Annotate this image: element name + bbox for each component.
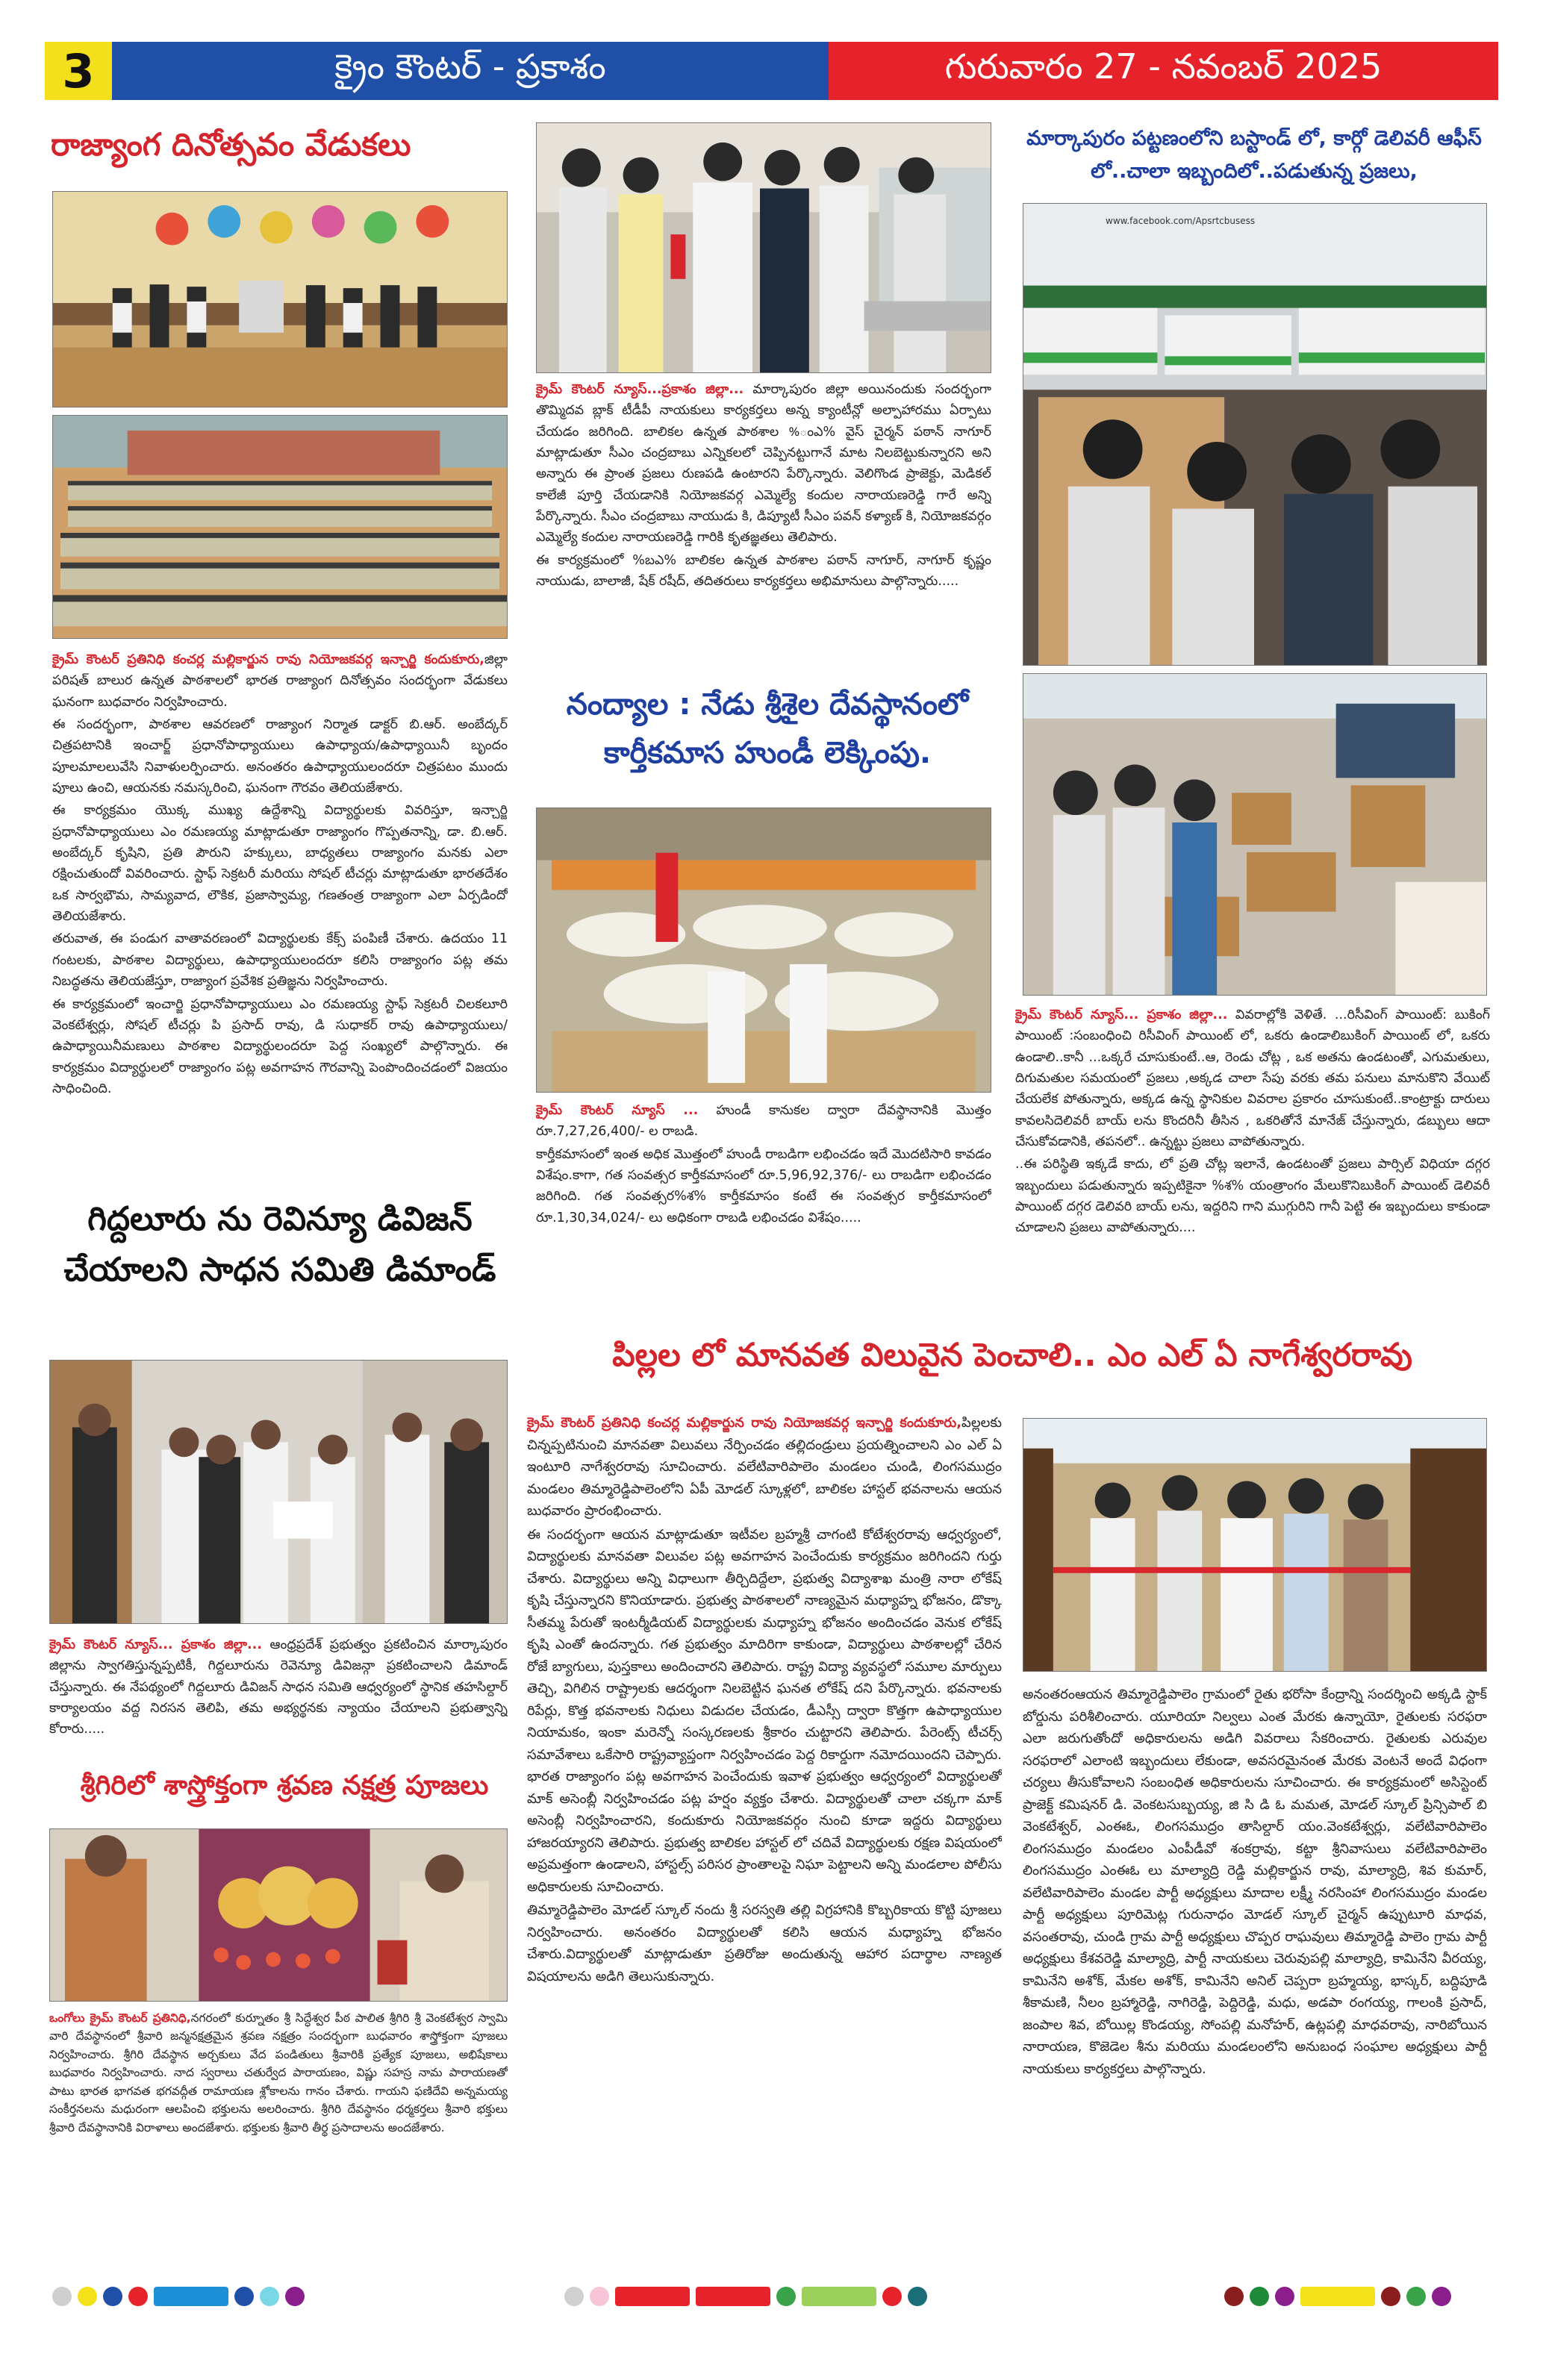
registration-mark [234,2287,254,2306]
registration-mark [590,2287,609,2306]
registration-mark [1300,2287,1375,2306]
busstand-article [1015,1005,1490,1319]
busstand-photo-buses [1023,203,1487,666]
constitution-photo-assembly [52,415,508,639]
article-paragraph: నగరంలో కుర్నూతం శ్రీ సిద్ధేశ్వర పీఠ పాలిత శ్రీగిరి శ్రీ వెంకటేశ్వర స్వామి వారి దేవస్థానంలో శ్రీవారి జన్మనక్షత్రమైన శ్రవణ నక్షత్రం సందర్భంగా బుధవారం శాస్త్రోక్తంగా పూజలు నిర్వహించారు. శ్రీగిరి దేవస్థాన అర్చకులు వేద పండితులు శ్రీవారికి ప్రత్యేక పూజలు, అభిషేకాలు బుధవారం నిర్వహించారు. నాద స్వరాలు చతుర్వేద పారాయణం, విష్ణు సహస్ర నామ పారాయణతో పాటు భారత భాగవత భగవద్గీత రామాయణ శ్లోకాలను గానం చేశారు. గాయని ఫణిదేవి అన్నమయ్య సంకీర్తనలను మధురంగా ఆలపించి భక్తులను అలరించారు. శ్రీగిరి దేవస్థానం ధర్మకర్తలు శ్రీవారి భక్తులు శ్రీవారి దేవస్థానానికి విరాళాలు అందజేశారు. భక్తులకు శ్రీవారి తీర్థ ప్రసాదాలను అందజేశారు. [49,2011,508,2134]
mla-photo [1023,1418,1487,1672]
mla-article [527,1412,1002,2263]
registration-mark [802,2287,876,2306]
registration-mark [285,2287,305,2306]
busstand-headline: మార్కాపురం పట్టణంలోని బస్టాండ్ లో, కార్గో డెలివరీ ఆఫీస్ లో..చాలా ఇబ్బందిలో..పడుతున్న ప్రజలు, [1026,127,1482,183]
registration-mark [882,2287,902,2306]
registration-mark [154,2287,228,2306]
article-paragraph: ..ఈ పరిస్థితి ఇక్కడే కాదు, లో ప్రతి చోట్ల ఇలానే, ఉండటంతో ప్రజలు పార్సిల్ విధియా దగ్గర ఇబ్బందులు పడుతున్నారు ఇప్పటికైనా %శ% యంత్రాంగం మేలుకొనిబుకింగ్ పాయింట్ డెలివరీ పాయింట్ దగ్గర డెలివరి బాయ్ లను, ఇద్దరిని గాని ముగ్గురిని గానీ పెట్టి ఈ ఇబ్బందులు కాకుండా చూడాలని ప్రజలు వాపోతున్నారు.... [1015,1157,1490,1236]
giddalur-photo [49,1360,508,1624]
article-paragraph: వివరాల్లోకి వెళితే. ...రిసీవింగ్ పాయింట్: బుకింగ్ పాయింట్ :సంబంధించి రిసీవింగ్ పాయింట్ లో, ఒకరు ఉండాలిబుకింగ్ పాయింట్ లో, ఒకరు ఉండాలి..కానీ ...ఒక్కరే చూసుకుంటే..ఆ, రెండు చోట్ల , ఒక అతను ఉండటంతో, ఎగుమతులు, దిగుమతుల సమయంలో ప్రజలు ,అక్కడ చాలా సేపు వరకు తమ పనులు మానుకొని వేయిట్ చేయలేక పోతున్నారు, అక్కడ ఉన్న స్థానికుల వివరాల ప్రకారం చూసుకుంటే..కాంట్రాక్టు దారులు కావలసిదెలివరీ బాయ్ లను కొందరినీ తీసిన , ఒకరితోనే మానేజ్ చేస్తున్నారు, డబ్బులు ఆదా చేసుకోవడానికి, తపనలో.. ఉన్నట్టు ప్రజలు వాపోతున్నారు. [1015,1008,1490,1150]
article-paragraph: తిమ్మారెడ్డిపాలెం మోడల్ స్కూల్ నందు శ్రీ సరస్వతి తల్లి విగ్రహానికి కొబ్బరికాయ కొట్టి పూజలు నిర్వహించారు. అనంతరం విద్యార్థులతో కలిసి ఆయన మధ్యాహ్న భోజనం చేశారు.విద్యార్థులతో మాట్లాడుతూ ప్రతిరోజు అందుతున్న ఆహార పదార్థాల నాణ్యత విషయాలను అడిగి తెలుసుకున్నారు. [527,1902,1002,1984]
article-paragraph: పిల్లలకు చిన్నప్పటినుంచి మానవతా విలువలు నేర్పించడం తల్లిదండ్రులు ప్రయత్నించాలని ఎం ఎల్ ఏ ఇంటూరి నాగేశ్వరరావు సూచించారు. వలేటివారిపాలెం మండలం చుండి, లింగసముద్రం మండలం తిమ్మారెడ్డిపాలెంలోని ఏపీ మోడల్ స్కూళ్లలో, బాలికల హాస్టల్ భవనాలను ఆయన బుధవారం ప్రారంభించారు. [527,1415,1002,1519]
registration-mark [103,2287,122,2306]
canteen-article [536,379,991,655]
registration-mark [1381,2287,1400,2306]
registration-mark [1406,2287,1426,2306]
registration-mark [1250,2287,1269,2306]
giddalur-headline: గిద్దలూరు ను రెవిన్యూ డివిజన్ చేయాలని సాధన సమితి డిమాండ్ [63,1200,496,1290]
registration-mark [696,2287,770,2306]
registration-mark [615,2287,690,2306]
sravana-photo [49,1828,508,2002]
paper-name: క్రైం కౌంటర్ - ప్రకాశం [112,42,829,100]
sravana-headline: శ్రీగిరిలో శాస్త్రోక్తంగా శ్రవణ నక్షత్ర పూజలు [80,1770,489,1801]
article-paragraph: ఆంధ్రప్రదేశ్ ప్రభుత్వం ప్రకటించిన మార్కాపురం జిల్లాను స్వాగతిస్తున్నప్పటికీ, గిద్దలూరును రెవెన్యూ డివిజన్గా ప్రకటించాలని డిమాండ్ చేస్తున్నారు. ఈ నేపథ్యంలో గిద్దలూరు డివిజన్ సాధన సమితి ఆధ్వర్యంలో స్థానిక తహసిల్దార్ కార్యాలయం వద్ద నిరసన తెలిపి, తమ అభ్యర్థనకు న్యాయం చేయాలని ప్రభుత్వాన్ని కోరారు..... [49,1637,508,1737]
registration-mark [78,2287,97,2306]
article-lead: క్రైమ్ కౌంటర్ న్యూస్...ప్రకాశం జిల్లా... [536,382,744,397]
article-lead: క్రైమ్ కౌంటర్ ప్రతినిధి కంచర్ల మల్లికార్జున రావు నియోజకవర్గ ఇన్చార్జి కందుకూరు, [52,652,484,667]
article-paragraph: ఈ సందర్భంగా, పాఠశాల ఆవరణలో రాజ్యాంగ నిర్మాత డాక్టర్ బి.ఆర్. అంబేద్కర్ చిత్రపటానికి ఇంచార్జ్ ప్రధానోపాధ్యాయులు ఉపాధ్యాయ/ఉపాధ్యాయినీ బృందం పూలమాలలువేసి నివాళులర్పించారు. అనంతరం ఉపాధ్యాయులందరూ చిత్రపటం ముందు పూలు ఉంచి, ఆయనకు నమస్కరించి, ఘనంగా గౌరవం తెలియజేశారు. [52,717,508,796]
mla-continuation [1023,1684,1487,2266]
constitution-photo-stage [52,191,508,407]
mla-headline: పిల్లల లో మానవత విలువైన పెంచాలి.. ఎం ఎల్ ఏ నాగేశ్వరరావు [612,1337,1412,1374]
sravana-article [49,2009,508,2240]
article-paragraph: ఈ కార్యక్రమంలో ఇంచార్జి ప్రధానోపాధ్యాయులు ఎం రమణయ్య స్టాఫ్ సెక్రటరీ చిలకలూరి వెంకటేశ్వర్లు, సోషల్ టీచర్లు పి ప్రసాద్ రావు, డి సుధాకర్ రావు ఉపాధ్యాయులు/ఉపాధ్యాయినీమణులు పాఠశాల విద్యార్థులందరూ పెద్ద సంఖ్యలో పాల్గొన్నారు. ఈ కార్యక్రమం విద్యార్థులలో రాజ్యాంగం పట్ల అవగాహన గౌరవాన్ని పెంపొందించడంలో విజయం సాధించింది. [52,996,508,1096]
busstand-photo-parcels [1023,673,1487,996]
article-lead: క్రైమ్ కౌంటర్ న్యూస్... ప్రకాశం జిల్లా... [49,1637,262,1652]
article-paragraph: ఈ కార్యక్రమం యొక్క ముఖ్య ఉద్దేశాన్ని విద్యార్థులకు వివరిస్తూ, ఇన్చార్జి ప్రధానోపాధ్యాయులు ఎం రమణయ్య మాట్లాడుతూ రాజ్యాంగం గొప్పతనాన్ని, డా. బి.ఆర్. అంబేద్కర్ కృషిని, ప్రతి పౌరుని హక్కులు, బాధ్యతలు రాజ్యాంగం మనకు ఎలా రక్షించుతుందో వివరించారు. స్టాఫ్ సెక్రటరీ మరియు సోషల్ టీచర్లు మాట్లాడుతూ భారతదేశం ఒక సార్వభౌమ, సామ్యవాద, లౌకిక, ప్రజాస్వామ్య, గణతంత్ర రాజ్యాంగా ఎలా ఏర్పడిందో తెలియజేశారు. [52,803,508,925]
article-paragraph: తరువాత, ఈ పండుగ వాతావరణంలో విద్యార్థులకు కేక్స్ పంపిణీ చేశారు. ఉదయం 11 గంటలకు, పాఠశాల విద్యార్థులు, ఉపాధ్యాయులందరూ కలిసి రాజ్యాంగం పట్ల తమ నిబద్ధతను తెలియజేస్తూ, రాజ్యాంగ ప్రవేశిక ప్రతిజ్ఞను నిర్వహించారు. [52,931,508,990]
article-lead: క్రైమ్ కౌంటర్ న్యూస్... ప్రకాశం జిల్లా... [1015,1008,1228,1022]
registration-marks-right [1224,2287,1451,2306]
masthead [45,42,1498,100]
registration-mark [776,2287,796,2306]
article-paragraph: హుండీ కానుకల ద్వారా దేవస్థానానికి మొత్తం రూ.7,27,26,400/- ల రాబడి. [536,1103,991,1140]
registration-mark [1275,2287,1294,2306]
article-paragraph: ఈ కార్యక్రమంలో %బఎ% బాలికల ఉన్నత పాఠశాల పఠాన్ నాగూర్, నాగూర్ కృష్ణం నాయుడు, బాలాజీ, షేక్ రషీద్, తదితరులు కార్యకర్తలు అభిమానులు పాల్గొన్నారు..... [536,552,991,590]
nandyala-article [536,1100,991,1285]
registration-mark [52,2287,72,2306]
registration-mark [564,2287,584,2306]
article-lead: క్రైమ్ కౌంటర్ ప్రతినిధి కంచర్ల మల్లికార్జున రావు నియోజకవర్గ ఇన్చార్జి కందుకూరు, [527,1415,962,1431]
constitution-article [52,649,508,1127]
constitution-headline: రాజ్యాంగ దినోత్సవం వేడుకలు [51,126,411,163]
page-number: 3 [45,42,112,100]
article-lead: క్రైమ్ కౌంటర్ న్యూస్ ... [536,1103,699,1118]
article-paragraph: కార్తీకమాసంలో ఇంత అధిక మొత్తంలో హుండీ రాబడిగా లభించడం ఇదే మొదటిసారి కావడం విశేషం.కాగా, గత సంవత్సర కార్తీకమాసంలో రూ.5,96,92,376/- లు రాబడిగా లభించడం జరిగింది. గత సంవత్సర%శ% కార్తీకమాసం కంటే ఈ సంవత్సర కార్తీకమాసంలో రూ.1,30,34,024/- లు అధికంగా రాబడి లభించడం విశేషం..... [536,1146,991,1225]
issue-date: గురువారం 27 - నవంబర్ 2025 [829,42,1498,100]
article-paragraph: ఈ సందర్భంగా ఆయన మాట్లాడుతూ ఇటీవల బ్రహ్మశ్రీ చాగంటి కోటేశ్వరరావు ఆధ్వర్యంలో, విద్యార్థులకు మానవతా విలువల పట్ల అవగాహన పెంచేందుకు కార్యక్రమం జరిగిందని గుర్తు చేశారు. విద్యార్థులు అన్ని విధాలుగా తీర్చిదిద్దేలా, ప్రభుత్వ విద్యాశాఖ మంత్రి నారా లోకేష్ కృషి చేస్తున్నారని కొనియాడారు. ప్రభుత్వ పాఠశాలలో నాణ్యమైన మధ్యాహ్న భోజనం, డొక్కా సీతమ్మ పేరుతో ఇంటర్మీడియట్ విద్యార్థులకు మధ్యాహ్న భోజనం అందించడం వెనుక లోకేష్ కృషి ఎంతో ఉందన్నారు. గత ప్రభుత్వం మాదిరిగా కాకుండా, విద్యార్థులు పాఠశాలల్లో చేరిన రోజే బ్యాగులు, పుస్తకాలు అందించారని తెలిపారు. రాష్ట్ర విద్యా వ్యవస్థలో సమూల మార్పులు తెచ్చి, విగిలిన రాష్ట్రాలకు ఆదర్శంగా నిలబెట్టిన ఘనత లోకేష్ దని పేర్కొన్నారు. భవనాలకు రిపేర్లు, కొత్త భవనాలకు నిధులు విడుదల చేయడం, డీఎస్సీ ద్వారా కొత్తగా ఉపాధ్యాయుల నియామకం, ఇంకా మరెన్నో సంస్కరణలకు శ్రీకారం చుట్టారని తెలిపారు. పేరెంట్స్ టీచర్స్ సమావేశాలు ఒకేసారి రాష్ట్రవ్యాప్తంగా నిర్వహించడం పెద్ద రికార్డుగా నమోదయిందని చెప్పారు. భారత రాజ్యాంగం పట్ల అవగాహన పెంచేందుకు ఇవాళ ప్రభుత్వం ఆధ్వర్యంలో విద్యార్థులతో మాక్ అసెంబ్లీ నిర్వహించడం పట్ల హర్షం వ్యక్తం చేశారు. విద్యార్థులతో చాలా చక్కగా మాక్ అసెంబ్లీ నిర్వహించారని, కందుకూరు నియోజకవర్గం నుంచి కూడా ఇద్దరు విద్యార్థులు హాజరయ్యారని తెలిపారు. ప్రభుత్వ బాలికల హాస్టల్ లో చదివే విద్యార్థులకు రక్షణ విషయంలో అప్రమత్తంగా ఉండాలని, హాస్టల్స్ పరిసర ప్రాంతాలపై నిఘా పెట్టాలని అన్ని మండలాల పోలీసు అధికారులకు సూచించారు. [527,1526,1002,1895]
registration-marks-left [52,2287,305,2306]
article-paragraph: అనంతరంఆయన తిమ్మారెడ్డిపాలెం గ్రామంలో రైతు భరోసా కేంద్రాన్ని సందర్శించి అక్కడి స్టాక్ బోర్డును పరిశీలించారు. యూరియా నిల్వలు ఎంత మేరకు ఉన్నాయో, రైతులకు సరఫరా ఎలా జరుగుతోందో అధికారులను అడిగి వివరాలు సేకరించారు. రైతులకు ఎరువుల సరఫరాలో ఎలాంటి ఇబ్బందులు లేకుండా, అవసరమైనంత మేరకు వెంటనే అందే విధంగా చర్యలు తీసుకోవాలని సంబంధిత అధికారులను సూచించారు. ఈ కార్యక్రమంలో అసిస్టెంట్ ప్రాజెక్ట్ కమిషనర్ డి. వెంకటసుబ్బయ్య, జి సి డి ఓ మమత, మోడల్ స్కూల్ ప్రిన్సిపాల్ బి వెంకటేశ్వర్, ఎంఈఓ, లింగసముద్రం తాసిల్దార్ యం.వెంకటేశ్వర్లు, వలేటివారిపాలెం లింగసముద్రం మండలం ఎంపీడీవో శంకర్రావు, కట్టా శ్రీనివాసులు వలేటివారిపాలెం లింగసముద్రం ఎంఈఓ లు మాల్యాద్రి రెడ్డి మల్లికార్జున రావు, మాల్యాద్రి, శివ కుమార్, వలేటివారిపాలెం మండల పార్టీ అధ్యక్షులు మాదాల లక్ష్మీ నరసింహా లింగసముద్రం మండల పార్టీ అధ్యక్షులు పూరిమెట్ల గురునాధం మోడల్ స్కూల్ చైర్మన్ ఉప్పుటూరి మాధవ, వసంతరావు, చుండి గ్రామ పార్టీ అధ్యక్షులు చొప్పర రాఘవులు తిమ్మారెడ్డి పాలెం గ్రామ పార్టీ అధ్యక్షులు కేశవరెడ్డి మాల్యాద్రి, పార్టీ నాయకులు చెరువుపల్లి మాల్యాద్రి, కామినేని వీరయ్య, కామినేని అశోక్, మేకల అశోక్, కామినేని అనిల్ చెప్పరా బ్రహ్మయ్య, భాస్కర్, బద్దిపూడి శీకామణి, నీలం బ్రహ్మారెడ్డి, నాగిరెడ్డి, పెద్దిరెడ్డి, మధు, అడపా రంగయ్య, గాలంకి ప్రసాద్, జంపాల శివ, బోయిల్ల కొండయ్య, సోంపల్లి మనోహర్, ఉట్లపల్లి మాధవరావు, నారిబోయిన నారాయణ, కొజెడెల శీను మరియు మండలంలోని అనుబంధ సంఘాల అధ్యక్షులు పార్టీ నాయకులు కార్యకర్తలు పాల్గొన్నారు. [1023,1687,1487,2077]
registration-marks-middle [564,2287,927,2306]
registration-mark [1432,2287,1451,2306]
canteen-photo [536,122,991,373]
photo-watermark: www.facebook.com/Apsrtcbusess [1106,216,1256,226]
article-lead: ఒంగోలు క్రైమ్ కౌంటర్ ప్రతినిధి, [49,2011,191,2025]
article-paragraph: జిల్లా పరిషత్ బాలుర ఉన్నత పాఠశాలలో భారత రాజ్యాంగ దినోత్సవం సందర్భంగా వేడుకలు ఘనంగా బుధవారం నిర్వహించారు. [52,652,508,710]
registration-mark [1224,2287,1244,2306]
article-paragraph: మార్కాపురం జిల్లా అయినందుకు సందర్భంగా తొమ్మిదవ బ్లాక్ టీడీపీ నాయకులు కార్యకర్తలు అన్న క్యాంటీన్లో అల్పాహారము ఏర్పాటు చేయడం జరిగింది. బాలికల ఉన్నత పాఠశాల %ంఎ% వైస్ చైర్మన్ పఠాన్ నాగూర్ మాట్లాడుతూ సీఎం చంద్రబాబు ఎన్నికలలో చెప్పినట్టుగానే మాట నిలబెట్టుకున్నారని అని అన్నారు ఈ ప్రాంత ప్రజలు రుణపడి ఉంటారని పేర్కొన్నారు. వెలిగొండ ప్రాజెక్టు, మెడికల్ కాలేజీ పూర్తి చేయడానికి నియోజకవర్గ ఎమ్మెల్యే కందుల నారాయణరెడ్డి గారే అన్ని పేర్కొన్నారు. సీఎం చంద్రబాబు నాయుడు కి, డిప్యూటీ సీఎం పవన్ కళ్యాణ్ కి, నియోజకవర్గం ఎమ్మెల్యే కందుల నారాయణరెడ్డి గారికి కృతజ్ఞతలు తెలిపారు. [536,382,991,546]
giddalur-article [49,1634,508,1754]
registration-mark [908,2287,927,2306]
registration-mark [260,2287,279,2306]
nandyala-photo [536,808,991,1093]
registration-mark [128,2287,148,2306]
nandyala-headline: నంద్యాల : నేడు శ్రీశైల దేవస్థానంలో కార్తీకమాస హుండీ లెక్కింపు. [566,687,969,770]
